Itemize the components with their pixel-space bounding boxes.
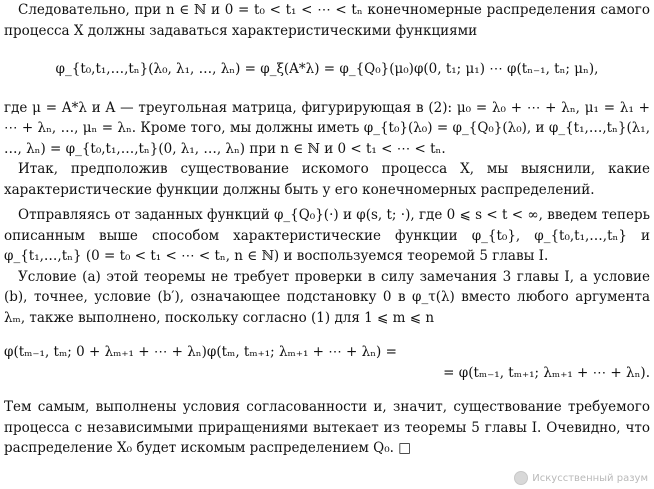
paragraph-construction: Отправляясь от заданных функций φ_{Q₀}(·) и φ(s, t; ·), где 0 ⩽ s < t < ∞, введем теперь описанным выше способом характеристические функции φ_{t₀}, φ_{t₀,t₁,…,tₙ} и φ_{t₁,…,tₙ} (0 = t₀ < t₁ < ⋯ < tₙ, n ∈ ℕ) и воспользуемся теоремой 5 главы I. xyxy=(4,207,650,264)
formula-consistency-line2: = φ(tₘ₋₁, tₘ₊₁; λₘ₊₁ + ⋯ + λₙ). xyxy=(443,364,650,381)
watermark xyxy=(514,471,648,485)
paragraph-conditions: Условие (a) этой теоремы не требует проверки в силу замечания 3 главы I, а условие (b), точнее, условие (b′), означающее подстановку 0 в φ_τ(λ) вместо любого аргумента λₘ, также выполнено, поскольку согласно (1) для 1 ⩽ m ⩽ n xyxy=(4,268,650,326)
watermark-text: Искусственный разум xyxy=(532,472,648,484)
paragraph-intro: Следовательно, при n ∈ ℕ и 0 = t₀ < t₁ < ⋯ < tₙ конечномерные распределения самого процесса X должны задаваться характеристическими функциями xyxy=(4,2,650,39)
paragraph-matrix: где μ = A*λ и A — треугольная матрица, фигурирующая в (2): μ₀ = λ₀ + ⋯ + λₙ, μ₁ = λ₁ + ⋯ + λₙ, …, μₙ = λₙ. Кроме того, мы должны иметь φ_{t₀}(λ₀) = φ_{Q₀}(λ₀), и φ_{t₁,…,tₙ}(λ₁, …, λₙ) = φ_{t₀,t₁,…,tₙ}(0, λ₁, …, λₙ) при n ∈ ℕ и 0 < t₁ < ⋯ < tₙ. xyxy=(4,99,650,157)
paragraph-assumption: Итак, предположив существование искомого процесса X, мы выяснили, какие характеристические функции должны быть у его конечномерных распределений. xyxy=(4,161,650,198)
paragraph-conclusion: Тем самым, выполнены условия согласованности и, значит, существование требуемого процесса с независимыми приращениями вытекает из теоремы 5 главы I. Очевидно, что распределение X₀ будет искомым распределением Q₀. □ xyxy=(4,399,650,456)
formula-consistency-line1: φ(tₘ₋₁, tₘ; 0 + λₘ₊₁ + ⋯ + λₙ)φ(tₘ, tₘ₊₁; λₘ₊₁ + ⋯ + λₙ) = xyxy=(4,344,397,360)
document-page xyxy=(4,0,650,459)
watermark-logo-icon xyxy=(514,471,528,485)
formula-characteristic-functions: φ_{t₀,t₁,…,tₙ}(λ₀, λ₁, …, λₙ) = φ_ξ(A*λ) = φ_{Q₀}(μ₀)φ(0, t₁; μ₁) ⋯ φ(tₙ₋₁, tₙ; μₙ), xyxy=(55,61,599,77)
